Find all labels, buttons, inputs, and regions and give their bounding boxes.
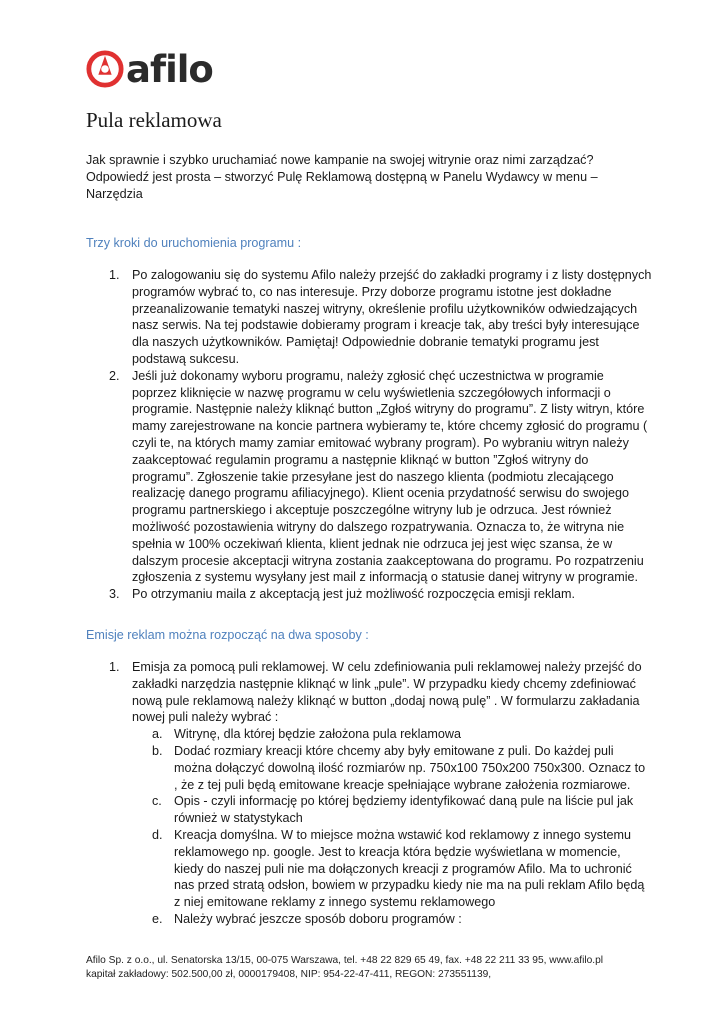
sub-list-text: Witrynę, dla której będzie założona pula reklamowa xyxy=(174,727,461,742)
sub-list-item xyxy=(86,827,652,911)
page-footer xyxy=(86,954,603,981)
section1-heading: Trzy kroki do uruchomienia programu : xyxy=(86,236,302,250)
sub-list-item xyxy=(86,911,652,928)
sub-list-text: Kreacja domyślna. W to miejsce można wstawić kod reklamowy z innego systemu reklamowego np. google. Jest to kreacja która będzie wyświetlana w momencie, kiedy do naszej puli nie ma dołączonych kreacji z programów Afilo. Ma to uchronić nas przed stratą odsłon, bowiem w przypadku kiedy nie ma na puli reklam Afilo będą z niej emitowane reklamy z innego systemu reklamowego xyxy=(174,827,645,910)
sub-list-text: Dodać rozmiary kreacji które chcemy aby były emitowane z puli. Do każdej puli można dołączyć dowolną ilość rozmiarów np. 750x100 750x200 750x300. Oznacz to , że z tej puli będą emitowane kreacje spełniające wybrane założenia rozmiarowe. xyxy=(174,743,646,792)
sub-list-item xyxy=(86,793,652,827)
list-item-text: Po zalogowaniu się do systemu Afilo należy przejść do zakładki programy i z listy dostępnych programów wybrać to, co nas interesuje. Przy doborze programu istotne jest dokładne przeanalizowanie tematyki naszej witryny, określenie profilu użytkowników odwiedzających nasz serwis. Na tej podstawie dobieramy program i kreacje tak, aby treści były interesujące dla naszych użytkowników. Pamiętaj! Odpowiednie dobranie tematyki programu jest podstawą sukcesu. xyxy=(132,268,652,366)
list-item xyxy=(86,267,652,368)
sub-list-letter: d. xyxy=(152,827,163,842)
list-item-text: Emisja za pomocą puli reklamowej. W celu zdefiniowania puli reklamowej należy przejść do zakładki narzędzia następnie kliknąć w link „pule”. W przypadku kiedy chcemy zdefiniować nową pule reklamową należy kliknąć w button „dodaj nową pulę” . W formularzu zakładania nowej puli należy wybrać : xyxy=(132,660,642,725)
sub-list-item xyxy=(86,726,652,743)
list-number: 1. xyxy=(109,660,120,674)
afilo-logo-icon xyxy=(86,50,124,88)
list-number: 1. xyxy=(109,268,120,282)
sub-list-letter: b. xyxy=(152,743,163,758)
steps-list xyxy=(86,267,652,603)
sub-list xyxy=(132,726,652,928)
logo-text: afilo xyxy=(126,47,213,91)
intro-paragraph: Jak sprawnie i szybko uruchamiać nowe kampanie na swojej witrynie oraz nimi zarządzać? Odpowiedź jest prosta – stworzyć Pulę Reklamową dostępną w Panelu Wydawcy w menu – Narzędzia xyxy=(86,153,598,201)
list-number: 3. xyxy=(109,587,120,602)
list-item-text: Po otrzymaniu maila z akceptacją jest już możliwość rozpoczęcia emisji reklam. xyxy=(132,587,576,602)
sub-list-text: Opis - czyli informację po której będziemy identyfikować daną pule na liście pul jak również w statystykach xyxy=(174,794,634,826)
sub-list-text: Należy wybrać jeszcze sposób doboru programów : xyxy=(174,911,462,926)
list-number: 2. xyxy=(109,368,120,383)
sub-list-item xyxy=(86,743,652,793)
footer-company-info: kapitał zakładowy: 502.500,00 zł, 0000179408, NIP: 954-22-47-411, REGON: 273551139, xyxy=(86,968,492,980)
page-title: Pula reklamowa xyxy=(86,108,222,132)
sub-list-letter: e. xyxy=(152,911,163,926)
list-item-text: Jeśli już dokonamy wyboru programu, należy zgłosić chęć uczestnictwa w programie poprzez kliknięcie w nazwę programu w celu wyświetlenia szczegółowych informacji o programie. Następnie należy kliknąć button „Zgłoś witryny do programu”. Z listy witryn, które mamy zarejestrowane na koncie partnera wybieramy te, które chcemy zgłosić do programu ( czyli te, na których mamy zamiar emitować wybrany program). Po wybraniu witryn należy zaakceptować regulamin programu a następnie kliknąć w button ”Zgłoś witryny do programu”. Zgłoszenie takie przesyłane jest do naszego klienta (podmiotu zlecającego realizację danego programu afiliacyjnego). Klient ocenia przydatność serwisu do swojego programu partnerskiego i akceptuje poszczególne witryny lub je odrzuca. Jest również możliwość pozostawienia witryny do dalszego rozpatrywania. Oznacza to, że witryna nie spełnia w 100% oczekiwań klienta, klient jednak nie odrzuca jej jest więc szansa, że w dalszym procesie akceptacji witryna zostania zaakceptowana do programu. Po rozpatrzeniu zgłoszenia z systemu wysyłany jest mail z informacją o statusie danej witryny w programie. xyxy=(132,368,648,585)
emission-list xyxy=(86,659,652,928)
list-item xyxy=(86,659,652,928)
list-item xyxy=(86,586,652,603)
sub-list-letter: a. xyxy=(152,727,163,742)
afilo-logo xyxy=(86,48,236,90)
section2-heading: Emisje reklam można rozpocząć na dwa sposoby : xyxy=(86,628,369,642)
list-item xyxy=(86,368,652,586)
footer-address: Afilo Sp. z o.o., ul. Senatorska 13/15, 00-075 Warszawa, tel. +48 22 829 65 49, fax. +48 22 211 33 95, www.afilo.pl xyxy=(86,955,604,966)
sub-list-letter: c. xyxy=(152,794,162,809)
